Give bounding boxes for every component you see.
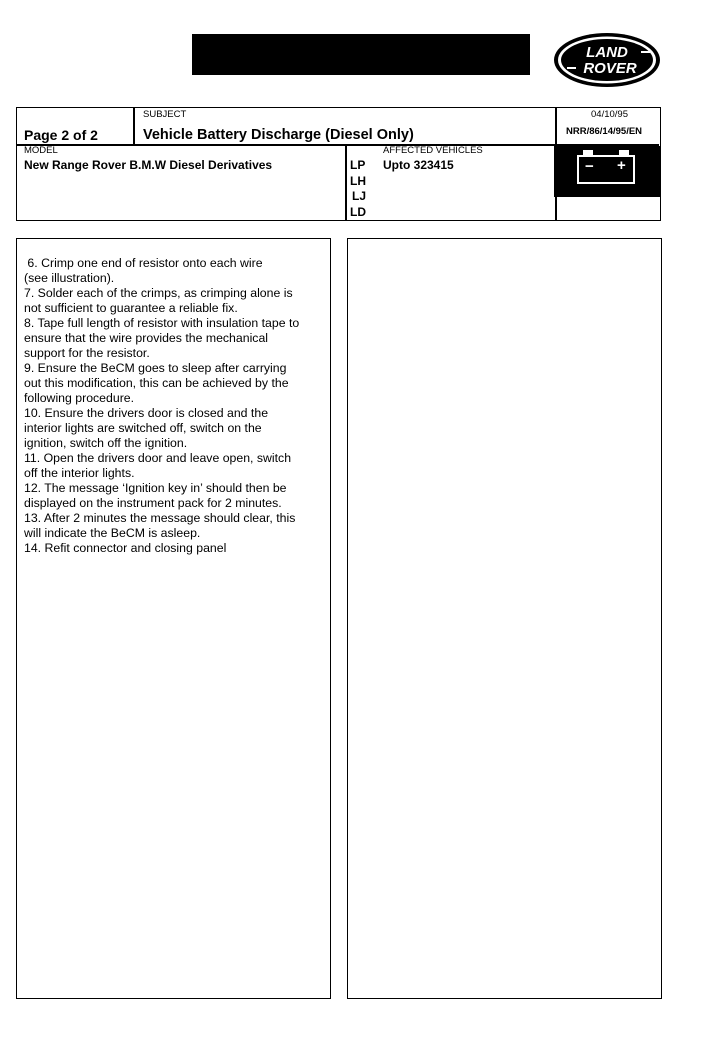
bulletin-date: 04/10/95 — [591, 109, 628, 120]
page-number: Page 2 of 2 — [24, 127, 98, 143]
step-line: off the interior lights. — [24, 466, 135, 480]
step-line: 13. After 2 minutes the message should clear, this — [24, 511, 296, 525]
step-line: displayed on the instrument pack for 2 minutes. — [24, 496, 282, 510]
step-line: out this modification, this can be achieved by the — [24, 376, 289, 390]
step-line: 14. Refit connector and closing panel — [24, 541, 227, 555]
step-line: interior lights are switched off, switch on the — [24, 421, 262, 435]
step-line: 8. Tape full length of resistor with insulation tape to — [24, 316, 300, 330]
step-line: ensure that the wire provides the mechanical — [24, 331, 269, 345]
model-name: New Range Rover B.M.W Diesel Derivatives — [24, 158, 273, 172]
logo-text-rover: ROVER — [583, 60, 637, 77]
model-label: MODEL — [24, 145, 58, 156]
battery-minus: − — [585, 158, 594, 175]
bulletin-reference: NRR/86/14/95/EN — [566, 126, 643, 137]
step-line: not sufficient to guarantee a reliable fix. — [24, 301, 238, 315]
subject-title: Vehicle Battery Discharge (Diesel Only) — [143, 127, 414, 143]
affected-vehicles-label: AFFECTED VEHICLES — [383, 145, 483, 156]
step-line: following procedure. — [24, 391, 135, 405]
battery-icon — [554, 146, 660, 197]
right-illustration-panel — [347, 238, 662, 999]
step-line: (see illustration). — [24, 271, 115, 285]
step-line: 12. The message ‘Ignition key in’ should then be — [24, 481, 287, 495]
vehicle-code-lh: LH — [350, 174, 366, 188]
bulletin-header — [16, 107, 661, 221]
logo-text-land: LAND — [586, 44, 628, 61]
subject-label: SUBJECT — [143, 109, 187, 120]
step-line: 7. Solder each of the crimps, as crimping alone is — [24, 286, 293, 300]
header-black-bar — [192, 34, 530, 75]
step-line: 11. Open the drivers door and leave open, switch — [24, 451, 292, 465]
step-line: 10. Ensure the drivers door is closed and the — [24, 406, 269, 420]
vehicle-code-lj: LJ — [352, 189, 367, 203]
vehicle-code-lp: LP — [350, 158, 366, 172]
step-line: ignition, switch off the ignition. — [24, 436, 188, 450]
battery-plus: + — [617, 157, 626, 174]
step-line: 6. Crimp one end of resistor onto each wire — [24, 256, 263, 270]
land-rover-logo-icon — [552, 31, 662, 89]
left-text-panel — [16, 238, 331, 999]
vehicle-code-ld: LD — [350, 205, 366, 219]
step-line: will indicate the BeCM is asleep. — [24, 526, 201, 540]
step-line: support for the resistor. — [24, 346, 150, 360]
procedure-steps — [24, 256, 334, 556]
vin-range: Upto 323415 — [383, 158, 454, 172]
step-line: 9. Ensure the BeCM goes to sleep after carrying — [24, 361, 287, 375]
